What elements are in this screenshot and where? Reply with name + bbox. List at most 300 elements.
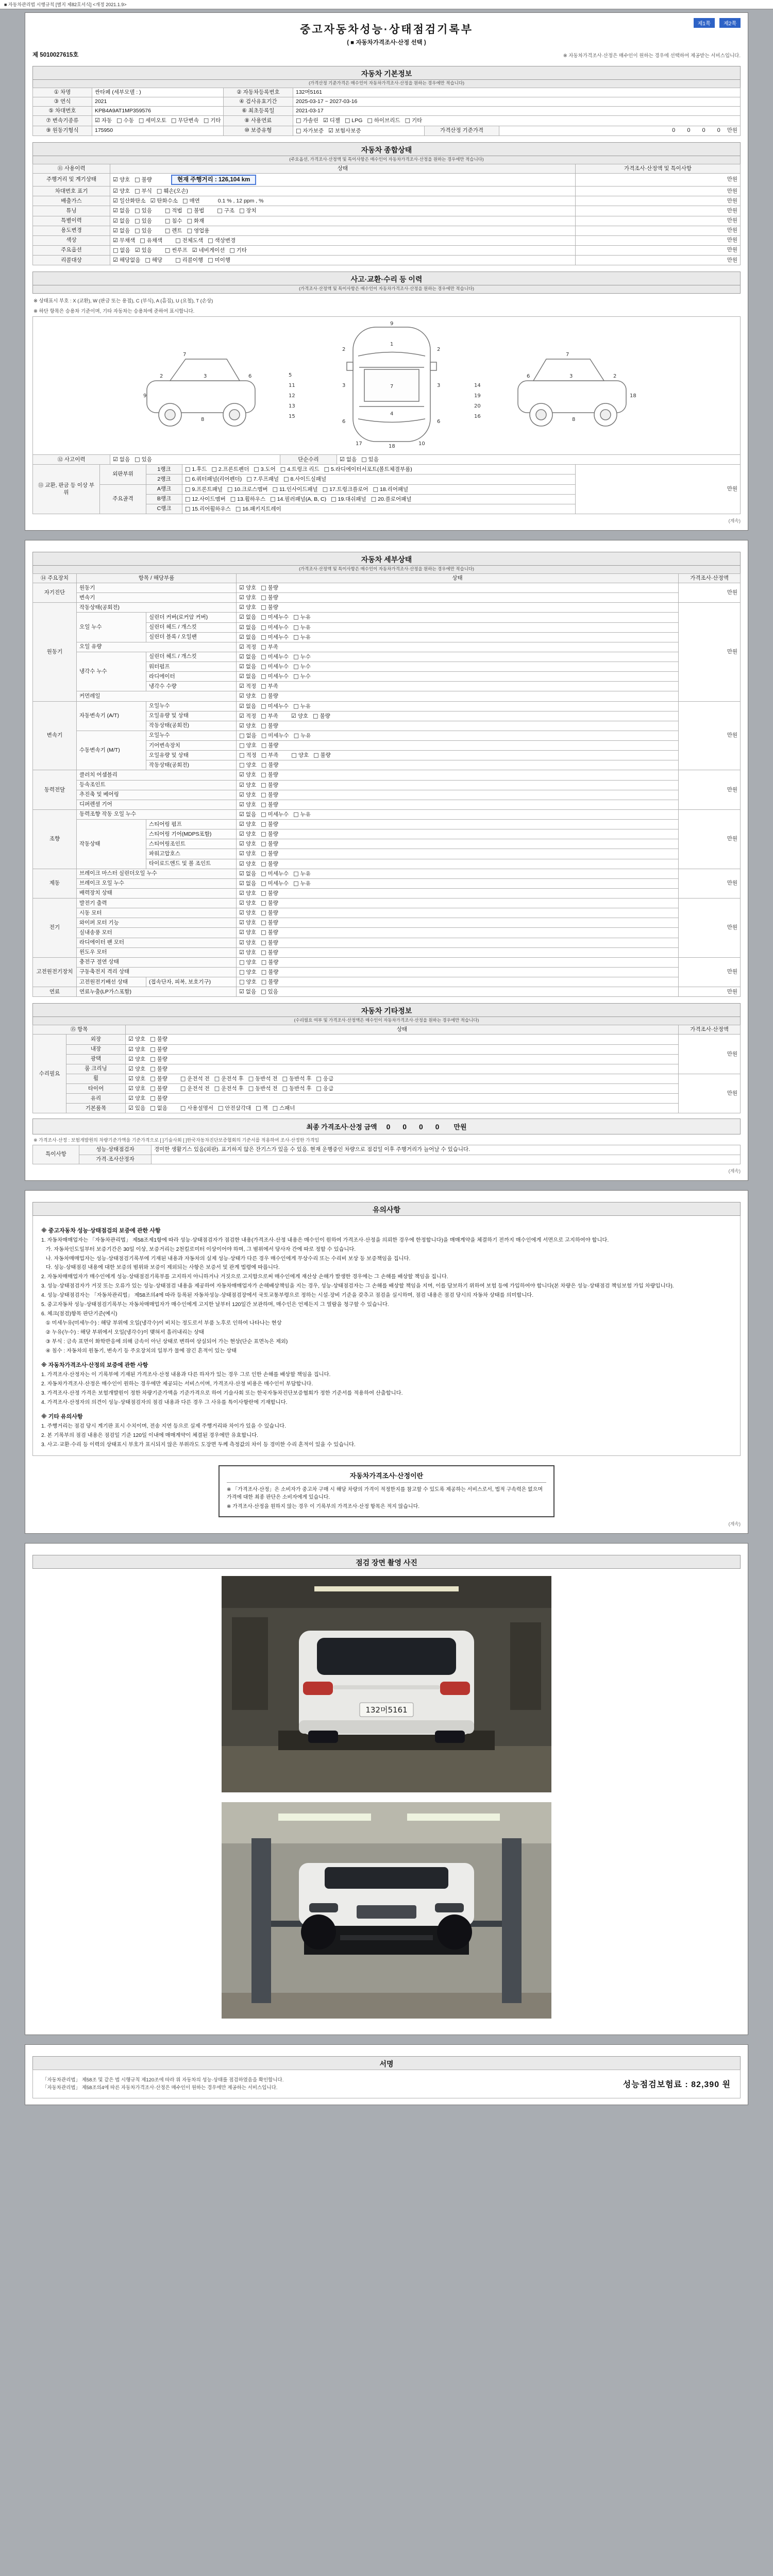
- check-group: [239, 792, 283, 798]
- item-cell: 발전기 출력: [77, 899, 237, 908]
- state-cell: [237, 662, 679, 672]
- subitem-cell: 실린더 헤드 / 개스킷: [146, 652, 237, 662]
- checkbox-icon: □: [261, 673, 266, 680]
- item-cell: 구동축전지 격리 상태: [77, 967, 237, 977]
- checkbox-icon: □: [296, 117, 301, 124]
- check-group: [239, 811, 315, 818]
- checkbox-label: 미세누수: [267, 653, 289, 660]
- state-cell: [237, 967, 679, 977]
- checkbox-label: 양호: [245, 831, 257, 838]
- document-title: 중고자동차성능·상태점검기록부: [300, 24, 473, 36]
- check-group: [239, 802, 283, 808]
- checkbox-label: 양호: [246, 979, 257, 985]
- state-cell: [126, 1054, 679, 1064]
- svg-text:2: 2: [160, 374, 163, 380]
- check-group: [165, 247, 251, 253]
- price-cell: 만원: [576, 256, 741, 265]
- state-cell: [237, 888, 679, 898]
- state-cell: [237, 829, 679, 839]
- checkbox-label: 8.사이드실패널: [290, 476, 327, 483]
- checkbox-label: 없음: [157, 1105, 167, 1112]
- section-misc-title: 자동차 기타정보: [32, 1003, 741, 1017]
- table-row: [33, 1044, 741, 1054]
- check-group: [113, 188, 193, 194]
- checkbox-label: 9.프론트패널: [192, 486, 223, 493]
- state-cell: [110, 216, 576, 226]
- item-cell: 와이퍼 모터 기능: [77, 918, 237, 928]
- checkbox-icon: □: [254, 466, 259, 473]
- checkbox-icon: □: [180, 1075, 186, 1082]
- svg-text:19: 19: [474, 393, 481, 399]
- opinion-label: 특이사항: [33, 1145, 79, 1164]
- checkbox-icon: □: [282, 1075, 288, 1082]
- checkbox-icon: ☑: [113, 176, 118, 183]
- table-row: [33, 216, 741, 226]
- checkbox-icon: ☑: [128, 1036, 133, 1043]
- checkbox-icon: □: [293, 673, 299, 680]
- check-group: [165, 208, 209, 214]
- state-cell: [126, 1104, 679, 1113]
- row-label: 외장: [66, 1035, 126, 1044]
- state-cell: [126, 1094, 679, 1104]
- svg-text:3: 3: [569, 374, 573, 380]
- check-group: [239, 772, 283, 778]
- checkbox-label: 양호: [245, 585, 257, 591]
- checkbox-icon: ☑: [239, 929, 244, 936]
- state-cell: [237, 859, 679, 869]
- checkbox-icon: □: [322, 485, 328, 493]
- table-row: [33, 918, 741, 928]
- device-cell: 조향: [33, 809, 77, 869]
- row-label: 휠: [66, 1074, 126, 1083]
- checkbox-label: 누수: [300, 664, 311, 670]
- checkbox-label: 누유: [300, 811, 311, 818]
- item-cell: 클러치 어셈블리: [77, 770, 237, 780]
- rank-name: B랭크: [146, 494, 182, 504]
- checkbox-icon: □: [239, 752, 245, 759]
- document-subtitle: ( ■ 자동차가격조사·산정 선택 ): [347, 40, 426, 46]
- svg-text:13: 13: [289, 403, 295, 410]
- checkbox-icon: □: [185, 476, 191, 483]
- checkbox-label: 불량: [267, 920, 278, 926]
- field-value: 132머5161: [293, 88, 741, 97]
- checkbox-icon: □: [239, 978, 245, 985]
- checkbox-label: 양호: [245, 841, 257, 848]
- svg-text:2: 2: [437, 347, 441, 353]
- checkbox-icon: □: [261, 948, 266, 956]
- checkbox-icon: □: [324, 466, 329, 473]
- state-cell: [237, 682, 679, 691]
- state-cell: [237, 701, 679, 711]
- check-group: [128, 1095, 172, 1101]
- checkbox-label: 불량: [267, 831, 278, 838]
- insurance-premium: 성능점검보험료 : 82,390 원: [623, 2080, 731, 2090]
- notice-paragraph: 4. 성능·상태점검자는 「자동차관리법」 제58조의4에 따라 등록된 자동차성능·상태점검장에서 국토교통부령으로 정하는 시설·장비 기준을 갖추고 점검을 실시하며, 점검 내용은 점검 당시의 자동차 상태를 의미합니다.: [41, 1293, 534, 1299]
- checkbox-label: 17.트렁크플로어: [329, 486, 368, 493]
- rank-name: C랭크: [146, 504, 182, 514]
- checkbox-label: 불량: [268, 979, 279, 985]
- item-cell: 윈도우 모터: [77, 947, 237, 957]
- row-label: 차대번호 표기: [33, 187, 110, 196]
- checkbox-icon: □: [316, 1085, 322, 1092]
- table-row: [33, 800, 741, 809]
- checkbox-icon: □: [361, 456, 367, 463]
- checkbox-label: 양호: [119, 176, 130, 183]
- check-group: [296, 128, 366, 134]
- state-cell: [237, 839, 679, 849]
- item-cell: 냉각수 누수: [77, 652, 146, 691]
- checkbox-icon: □: [248, 1075, 254, 1082]
- checkbox-icon: □: [261, 821, 266, 827]
- checkbox-icon: ☑: [239, 831, 244, 838]
- checkbox-icon: □: [135, 217, 140, 224]
- checkbox-icon: □: [239, 732, 245, 739]
- checkbox-icon: ☑: [291, 712, 296, 719]
- item-cell: 고전원전기배선 상태: [77, 977, 146, 987]
- table-row: [33, 116, 741, 126]
- check-group: [239, 644, 283, 650]
- checkbox-label: 불량: [268, 762, 279, 769]
- state-cell: [237, 947, 679, 957]
- price-cell: 만원: [679, 899, 741, 958]
- subitem-cell: 오일유량 및 상태: [146, 751, 237, 760]
- device-cell: 자기진단: [33, 583, 77, 603]
- notice-paragraph: 6. 체크(점검)항목 판단기준(예시): [41, 1311, 117, 1317]
- checkbox-icon: □: [261, 732, 267, 739]
- checkbox-icon: ☑: [239, 988, 244, 995]
- checkbox-icon: ☑: [239, 860, 244, 867]
- checkbox-icon: ☑: [128, 1065, 133, 1072]
- checkbox-label: 불량: [267, 772, 278, 778]
- panel-notices: [25, 1190, 748, 1534]
- checkbox-label: 양호: [245, 821, 257, 827]
- check-group: [239, 693, 283, 699]
- item-cell: 커먼레일: [77, 691, 237, 701]
- field-label: 단순수리: [280, 455, 337, 465]
- exchange-rank-table: [32, 464, 741, 514]
- check-group: [239, 614, 315, 620]
- item-cell: 오일 누수: [77, 613, 146, 642]
- checkbox-label: 미세누수: [267, 880, 289, 887]
- checkbox-icon: ☑: [239, 850, 244, 857]
- state-cell: [237, 652, 679, 662]
- table-row: [33, 770, 741, 780]
- check-group: [239, 959, 283, 965]
- check-group: [165, 228, 214, 234]
- device-cell: 동력전달: [33, 770, 77, 810]
- infobox-line-2: ※ 가격조사·산정을 원하지 않는 경우 이 기록부의 가격조사·산정 항목은 적지 않습니다.: [227, 1503, 420, 1510]
- accident-legend-2: ※ 하단 항목은 승용차 기준이며, 기타 자동차는 승용차에 준하여 표시합니다.: [33, 309, 195, 315]
- state-cell: [237, 899, 679, 908]
- checkbox-label: 미세누수: [267, 673, 289, 680]
- field-label: ③ 연식: [33, 97, 92, 107]
- svg-text:4: 4: [390, 411, 394, 417]
- document-page: [25, 12, 748, 2105]
- checkbox-label: 불량: [268, 969, 279, 975]
- checkbox-icon: □: [293, 633, 299, 640]
- checkbox-icon: □: [261, 663, 266, 670]
- checkbox-label: 전체도색: [182, 237, 204, 244]
- table-row: [33, 809, 741, 819]
- subitem-cell: 스티어링 펌프: [146, 820, 237, 829]
- state-cell: [110, 173, 576, 186]
- checkbox-label: 불량: [267, 782, 278, 788]
- state-cell: [237, 642, 679, 652]
- rank-category: 외판부위: [100, 465, 146, 484]
- row-label: 주행거리 및 계기상태: [33, 173, 110, 186]
- checkbox-icon: ☑: [239, 791, 244, 798]
- checkbox-icon: □: [135, 207, 140, 214]
- check-group: [239, 654, 315, 660]
- col-header: 상태: [110, 164, 576, 173]
- checkbox-icon: □: [164, 207, 171, 214]
- field-value: [110, 455, 280, 465]
- subitem-cell: 실린더 블록 / 오일팬: [146, 632, 237, 642]
- checkbox-label: 양호: [245, 910, 257, 917]
- check-group: [239, 871, 315, 877]
- section-overall-title: 자동차 종합상태: [32, 142, 741, 156]
- checkbox-icon: ☑: [239, 623, 244, 631]
- checkbox-icon: □: [313, 712, 318, 719]
- state-cell: [126, 1035, 679, 1044]
- inspector-label: 성능·상태점검자: [79, 1145, 152, 1155]
- checkbox-icon: □: [150, 1045, 156, 1053]
- checkbox-icon: □: [261, 633, 266, 640]
- table-row: [33, 1155, 741, 1164]
- checkbox-icon: □: [135, 456, 140, 463]
- checkbox-label: 불량: [267, 821, 278, 827]
- table-row: [33, 878, 741, 888]
- subitem-cell: 오일유량 및 상태: [146, 711, 237, 721]
- checkbox-icon: □: [256, 1105, 261, 1112]
- price-cell: 만원: [576, 187, 741, 196]
- item-cell: 시동 모터: [77, 908, 237, 918]
- checkbox-icon: ☑: [113, 188, 118, 195]
- service-note: ※ 자동차가격조사·산정은 매수인이 원하는 경우에 선택하여 제공받는 서비스입니다.: [563, 53, 741, 59]
- state-cell: [126, 1074, 679, 1083]
- table-row: [33, 928, 741, 938]
- state-cell: [237, 790, 679, 800]
- checkbox-label: 불량: [267, 929, 278, 936]
- device-cell: 연료: [33, 987, 77, 997]
- checkbox-icon: □: [261, 850, 266, 857]
- col-header: 항목 / 해당부품: [77, 573, 237, 583]
- device-cell: 고전원전기장치: [33, 957, 77, 987]
- checkbox-icon: □: [293, 732, 299, 739]
- svg-text:9: 9: [390, 321, 394, 327]
- checkbox-icon: ☑: [239, 692, 244, 700]
- check-group: [340, 456, 383, 463]
- checkbox-label: 불량: [141, 176, 152, 183]
- checkbox-icon: □: [261, 722, 266, 729]
- svg-text:6: 6: [437, 419, 441, 425]
- accident-legend-1: ※ 상태표시 부호 : X (교환), W (판금 또는 용접), C (부식), A (흠집), U (요철), T (손상): [33, 298, 213, 304]
- state-cell: [237, 957, 679, 967]
- checkbox-label: 불량: [267, 841, 278, 848]
- check-group: [95, 117, 226, 124]
- table-row: [33, 173, 741, 186]
- checkbox-icon: □: [261, 958, 267, 965]
- row-label: 광택: [66, 1054, 126, 1064]
- row-label: 용도변경: [33, 226, 110, 235]
- state-cell: [110, 187, 576, 196]
- checkbox-label: 양호: [245, 772, 257, 778]
- state-cell: [237, 918, 679, 928]
- checkbox-icon: ☑: [239, 673, 244, 680]
- checkbox-icon: ☑: [239, 722, 244, 729]
- subitem-cell: 워터펌프: [146, 662, 237, 672]
- continued-mark: (계속): [728, 518, 741, 523]
- checkbox-icon: ☑: [128, 1045, 133, 1053]
- table-row: [33, 1104, 741, 1113]
- checkbox-label: LPG: [351, 117, 363, 124]
- table-row: [33, 987, 741, 997]
- checkbox-icon: □: [164, 217, 171, 224]
- checkbox-label: 없음: [246, 732, 257, 739]
- photo-lift-svg: [222, 1802, 551, 2019]
- row-label: 유리: [66, 1094, 126, 1104]
- checkbox-icon: □: [261, 604, 266, 611]
- checkbox-label: 적정: [246, 752, 257, 759]
- car-diagram: [32, 316, 741, 455]
- state-cell: [237, 878, 679, 888]
- notice-paragraph: 2. 자동차가격조사·산정은 매수인이 원하는 경우에만 제공되는 서비스이며, 가격조사·산정 비용은 매수인이 부담합니다.: [41, 1381, 313, 1387]
- item-cell: 디퍼렌셜 기어: [77, 800, 237, 809]
- svg-text:2: 2: [342, 347, 346, 353]
- row-label: 튜닝: [33, 206, 110, 216]
- checkbox-label: 운전석 후: [221, 1075, 244, 1082]
- checkbox-icon: □: [150, 1065, 156, 1072]
- checkbox-label: 사용설명서: [187, 1105, 214, 1112]
- checkbox-icon: ☑: [323, 117, 328, 124]
- misc-table: [32, 1025, 741, 1113]
- checkbox-icon: □: [239, 958, 245, 965]
- checkbox-label: 구조: [224, 208, 234, 214]
- table-row: [33, 967, 741, 977]
- checkbox-icon: □: [293, 663, 299, 670]
- check-group: [239, 929, 283, 936]
- checkbox-label: 없음: [245, 673, 257, 680]
- checkbox-icon: □: [185, 466, 191, 473]
- svg-text:8: 8: [572, 417, 576, 423]
- checkbox-label: 불량: [267, 949, 278, 956]
- check-group: [113, 247, 157, 253]
- checkbox-icon: ☑: [128, 1055, 133, 1062]
- checkbox-icon: □: [261, 919, 266, 926]
- checkbox-icon: □: [371, 495, 377, 502]
- checkbox-icon: □: [316, 1075, 322, 1082]
- checkbox-label: 양호: [135, 1046, 146, 1053]
- state-cell: [110, 235, 576, 245]
- item-cell: 추진축 및 베어링: [77, 790, 237, 800]
- item-cell: 변속기: [77, 593, 237, 603]
- checkbox-icon: ☑: [239, 810, 244, 818]
- state-cell: [237, 751, 679, 760]
- item-cell: 실내송풍 모터: [77, 928, 237, 938]
- checkbox-label: 양호: [245, 722, 257, 729]
- checkbox-label: 불량: [267, 722, 278, 729]
- checkbox-label: 누유: [300, 870, 311, 877]
- item-cell: 라디에이터 팬 모터: [77, 938, 237, 947]
- table-row: [33, 1094, 741, 1104]
- checkbox-icon: □: [180, 1105, 186, 1112]
- checkbox-label: 동반석 후: [289, 1075, 312, 1082]
- checkbox-icon: □: [261, 810, 266, 818]
- state-cell: [237, 908, 679, 918]
- table-row: [33, 820, 741, 829]
- checkbox-icon: □: [150, 1075, 156, 1082]
- state-cell: [237, 780, 679, 790]
- notice-paragraph: 다. 성능·상태점검 내용에 대한 보증의 범위와 보증이 제외되는 사항은 보증서 및 관계 법령에 따릅니다.: [41, 1265, 280, 1271]
- svg-text:6: 6: [342, 419, 346, 425]
- final-price-bar: [32, 1118, 741, 1134]
- field-value: 2021-03-17: [293, 107, 741, 116]
- checkbox-label: 양호: [135, 1086, 146, 1092]
- checkbox-label: 불량: [267, 595, 278, 601]
- price-cell: 만원: [576, 245, 741, 255]
- inspection-photo-lift: [32, 1802, 741, 2021]
- notice-paragraph: 1. 주행거리는 점검 당시 계기판 표시 수치이며, 전송 지연 등으로 실제 주행거리와 차이가 있을 수 있습니다.: [41, 1423, 286, 1429]
- checkbox-icon: □: [182, 197, 188, 205]
- check-group: [239, 890, 283, 896]
- checkbox-icon: □: [116, 117, 122, 124]
- checkbox-label: 침수: [172, 217, 182, 224]
- checkbox-label: 불량: [267, 585, 278, 591]
- price-cell: 만원: [576, 226, 741, 235]
- svg-text:16: 16: [474, 414, 481, 420]
- checkbox-icon: □: [164, 227, 171, 234]
- svg-text:10: 10: [418, 441, 425, 447]
- checkbox-icon: □: [187, 207, 192, 214]
- check-group: [239, 762, 283, 768]
- checkbox-label: 불량: [267, 604, 278, 611]
- notice-paragraph: 3. 성능·상태점검자가 거짓 또는 오류가 있는 성능·상태점검 내용을 제공하여 자동차매매업자가 손해배상책임을 지는 경우, 성능·상태점검자는 그 손해를 배상할 책임을 지며, 이를 담보하기 위하여 보험 등에 가입하여야 합니다(본 차량은 성능·상태점검 책임보험 가입 차량입니다).: [41, 1283, 674, 1290]
- rank-category: 주요골격: [100, 484, 146, 514]
- checkbox-label: 색상변경: [214, 237, 236, 244]
- detail-table: [32, 573, 741, 997]
- table-row: [33, 603, 741, 613]
- checkbox-icon: □: [293, 810, 299, 818]
- checkbox-label: 있음: [141, 227, 152, 234]
- rank-parts: [182, 494, 576, 504]
- checkbox-icon: ☑: [239, 614, 244, 621]
- checkbox-label: 양호: [135, 1036, 146, 1043]
- notice-paragraph: 2. 본 기록부의 점검 내용은 점검일 기준 120일 이내에 매매계약이 체결된 경우에만 유효합니다.: [41, 1432, 259, 1438]
- item-cell: 충전구 절연 상태: [77, 957, 237, 967]
- state-cell: [237, 721, 679, 731]
- panel-detail: [25, 540, 748, 1181]
- checkbox-label: 양호: [297, 713, 309, 719]
- checkbox-label: 양호: [245, 595, 257, 601]
- checkbox-icon: □: [185, 495, 191, 502]
- checkbox-label: 12.사이드멤버: [192, 496, 226, 502]
- check-group: [165, 218, 209, 224]
- checkbox-icon: ☑: [340, 456, 345, 463]
- check-group: [128, 1105, 172, 1111]
- check-group: [239, 723, 283, 729]
- checkbox-icon: □: [145, 257, 150, 263]
- check-group: [239, 969, 283, 975]
- checkbox-label: 양호: [245, 900, 257, 906]
- price-cell: 만원: [679, 809, 741, 869]
- table-row: [33, 187, 741, 196]
- table-row: [33, 455, 741, 465]
- check-group: [239, 664, 315, 670]
- checkbox-label: 무단변속: [178, 117, 199, 124]
- state-cell: [126, 1084, 679, 1094]
- checkbox-label: 없음: [119, 227, 130, 234]
- checkbox-icon: ☑: [328, 127, 333, 134]
